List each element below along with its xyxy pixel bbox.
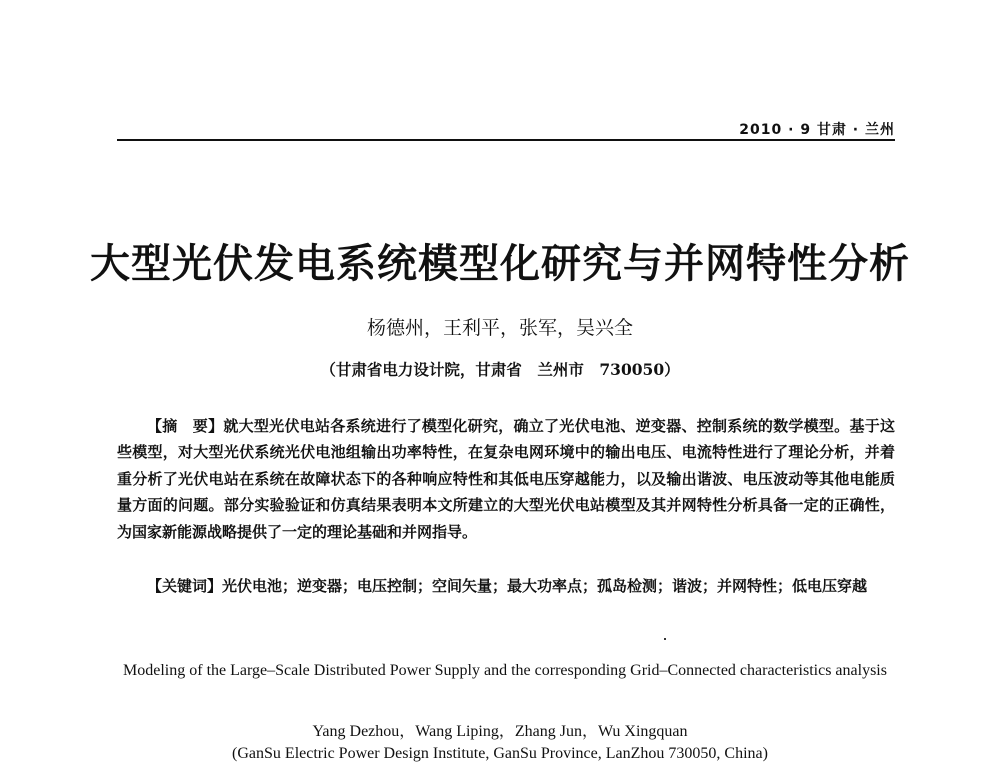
- english-authors: Yang Dezhou，Wang Liping，Zhang Jun，Wu Xingquan: [312, 723, 688, 740]
- keywords-label: 【关键词】: [147, 577, 223, 595]
- abstract-label: 【摘 要】: [147, 417, 224, 435]
- paper-title: 大型光伏发电系统模型化研究与并网特性分析: [90, 240, 910, 287]
- header-rule: [117, 139, 895, 141]
- english-affiliation: (GanSu Electric Power Design Institute, GanSu Province, LanZhou 730050, China): [232, 745, 768, 762]
- english-title: Modeling of the Large–Scale Distributed Power Supply and the corresponding Grid–Connected characteristics analysis: [123, 662, 887, 679]
- abstract-text: 就大型光伏电站各系统进行了模型化研究，确立了光伏电池、逆变器、控制系统的数学模型。基于这些模型，对大型光伏系统光伏电池组输出功率特性，在复杂电网环境中的输出电压、电流特性进行了理论分析，并着重分析了光伏电站在系统在故障状态下的各种响应特性和其低电压穿越能力，以及输出谐波、电压波动等其他电能质量方面的问题。部分实验验证和仿真结果表明本文所建立的大型光伏电站模型及其并网特性分析具备一定的正确性，为国家新能源战略提供了一定的理论基础和并网指导。: [117, 417, 895, 541]
- keywords-text: 光伏电池；逆变器；电压控制；空间矢量；最大功率点；孤岛检测；谐波；并网特性；低电压穿越: [222, 577, 868, 595]
- abstract: [117, 413, 895, 545]
- author-list: 杨德州，王利平，张军，吴兴全: [366, 317, 633, 339]
- stray-mark: [664, 638, 666, 640]
- keywords: [117, 573, 895, 599]
- affiliation: （甘肃省电力设计院，甘肃省 兰州市 730050）: [320, 360, 680, 379]
- running-header: 2010 · 9 甘肃 · 兰州: [739, 122, 895, 138]
